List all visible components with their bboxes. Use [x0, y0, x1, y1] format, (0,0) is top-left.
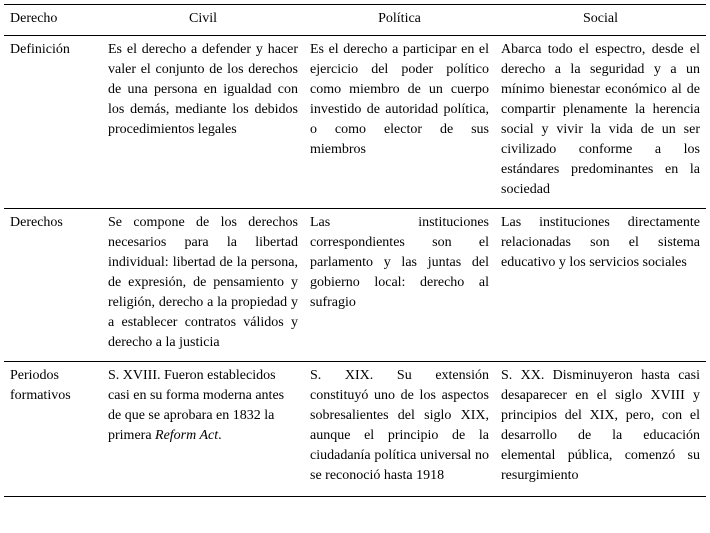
header-row: [4, 5, 706, 36]
cell-social: Las instituciones directamente relacionadas son el sistema educativo y los servicios sociales: [495, 209, 706, 362]
row-definicion: [4, 36, 706, 209]
header-civil: Civil: [102, 5, 304, 36]
cell-social: S. XX. Disminuyeron hasta casi desaparecer en el siglo XVIII y principios del XIX, pero, con el desarrollo de la educación elemental pública, comenzó su resurgimiento: [495, 362, 706, 497]
cell-civil: Es el derecho a defender y hacer valer el conjunto de los derechos de una persona en igualdad con los demás, mediante los debidos procedimientos legales: [102, 36, 304, 209]
cell-politica: S. XIX. Su extensión constituyó uno de los aspectos sobresalientes del siglo XIX, aunque el principio de la ciudadanía política universal no se reconoció hasta 1918: [304, 362, 495, 497]
citizenship-rights-table: [4, 4, 706, 497]
reform-act-title: Reform Act: [155, 428, 219, 443]
header-politica: Política: [304, 5, 495, 36]
row-label: Periodos formativos: [4, 362, 102, 497]
cell-civil: [102, 362, 304, 497]
cell-social: Abarca todo el espectro, desde el derecho a la seguridad y a un mínimo bienestar económico al de compartir plenamente la herencia social y vivir la vida de un ser civilizado conforme a los estándares predominantes en la sociedad: [495, 36, 706, 209]
header-derecho: Derecho: [4, 5, 102, 36]
row-periodos-formativos: [4, 362, 706, 497]
cell-politica: Las instituciones correspondientes son el parlamento y las juntas del gobierno local: derecho al sufragio: [304, 209, 495, 362]
row-label: Definición: [4, 36, 102, 209]
header-social: Social: [495, 5, 706, 36]
cell-civil-suffix: .: [218, 428, 222, 443]
cell-civil-text: S. XVIII. Fueron establecidos casi en su forma moderna antes de que se aprobara en 1832 la primera: [108, 368, 285, 443]
cell-civil: Se compone de los derechos necesarios para la libertad individual: libertad de la persona, de expresión, de pensamiento y religión, derecho a la propiedad y a establecer contratos válidos y derecho a la justicia: [102, 209, 304, 362]
row-label: Derechos: [4, 209, 102, 362]
row-derechos: [4, 209, 706, 362]
cell-politica: Es el derecho a participar en el ejercicio del poder político como miembro de un cuerpo investido de autoridad política, o como elector de sus miembros: [304, 36, 495, 209]
